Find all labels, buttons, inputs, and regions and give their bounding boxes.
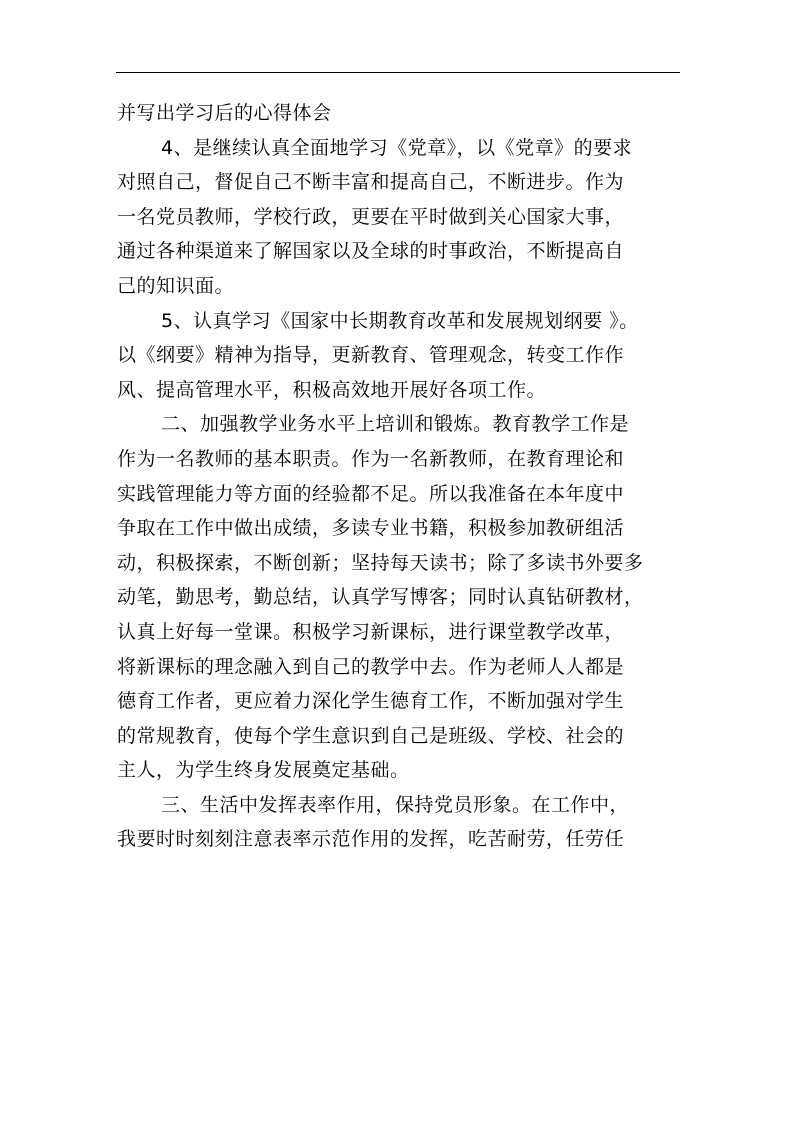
text-line: 主人，为学生终身发展奠定基础。: [117, 759, 410, 782]
text-line: 以《纲要》精神为指导，更新教育、管理观念，转变工作作: [117, 344, 625, 367]
text-line: 并写出学习后的心得体会: [117, 102, 332, 124]
text-line: 我要时时刻刻注意表率示范作用的发挥，吃苦耐劳，任劳任: [117, 828, 625, 851]
text-line: 动，积极探索，不断创新；坚持每天读书；除了多读书外要多: [117, 551, 644, 574]
text-line: 实践管理能力等方面的经验都不足。所以我准备在本年度中: [117, 482, 625, 505]
text-line: 德育工作者，更应着力深化学生德育工作，不断加强对学生: [117, 690, 625, 713]
paragraph-item-4-start: 4、是继续认真全面地学习《党章》，以《党章》的要求: [161, 136, 633, 159]
text-line: 争取在工作中做出成绩，多读专业书籍，积极参加教研组活: [117, 517, 625, 540]
header-rule: [116, 72, 680, 73]
paragraph-item-5-start: 5、认真学习《国家中长期教育改革和发展规划纲要 》。: [161, 309, 639, 332]
text-line: 将新课标的理念融入到自己的教学中去。作为老师人人都是: [117, 655, 625, 678]
text-line: 动笔，勤思考，勤总结，认真学写博客；同时认真钻研教材，: [117, 586, 644, 609]
section-three-heading: 三、生活中发挥表率作用，保持党员形象。在工作中，: [161, 793, 630, 816]
text-line: 作为一名教师的基本职责。作为一名新教师，在教育理论和: [117, 447, 625, 470]
text-line: 对照自己，督促自己不断丰富和提高自己，不断进步。作为: [117, 171, 625, 194]
text-line: 风、提高管理水平，积极高效地开展好各项工作。: [117, 378, 547, 401]
section-two-heading: 二、加强教学业务水平上培训和锻炼。教育教学工作是: [161, 413, 630, 436]
text-line: 认真上好每一堂课。积极学习新课标，进行课堂教学改革，: [117, 620, 625, 643]
text-line: 己的知识面。: [117, 274, 235, 297]
text-line: 的常规教育，使每个学生意识到自己是班级、学校、社会的: [117, 724, 625, 747]
text-line: 通过各种渠道来了解国家以及全球的时事政治，不断提高自: [117, 240, 625, 263]
text-line: 一名党员教师，学校行政，更要在平时做到关心国家大事，: [117, 205, 625, 228]
document-body: [117, 96, 681, 857]
